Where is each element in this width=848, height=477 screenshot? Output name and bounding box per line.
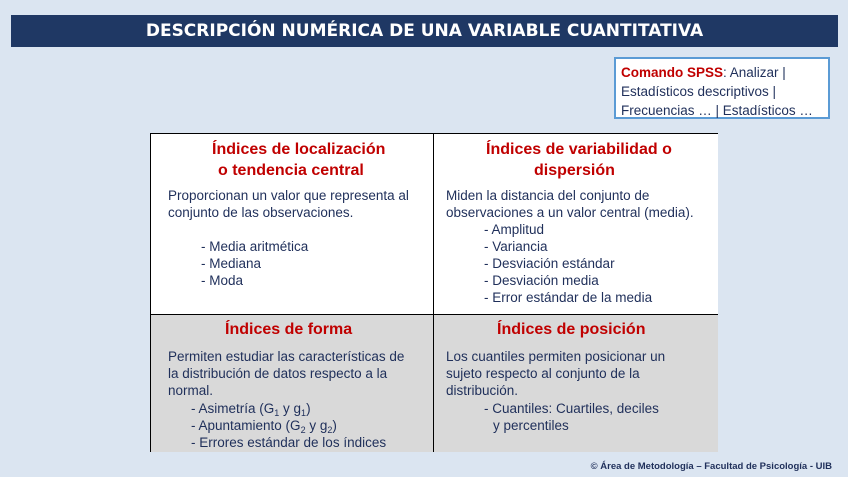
- spss-command-label: Comando SPSS: [621, 65, 724, 80]
- list-posicion: [484, 400, 659, 434]
- desc-posicion: Los cuantiles permiten posicionar un sujeto respecto al conjunto de la distribución.: [446, 349, 666, 398]
- heading-posicion: Índices de posición: [497, 321, 646, 338]
- list-item: - Moda: [201, 273, 244, 288]
- list-item: - Error estándar de la media: [484, 290, 653, 305]
- page-title: DESCRIPCIÓN NUMÉRICA DE UNA VARIABLE CUANTITATIVA: [11, 15, 838, 47]
- cell-variabilidad: [434, 134, 718, 315]
- list-item: - Desviación media: [484, 273, 599, 288]
- spss-line-1: Comando SPSS: Analizar |: [621, 65, 786, 80]
- list-variabilidad: [484, 221, 652, 306]
- list-item: - Apuntamiento ($G_2$ y $g_2$): [191, 418, 337, 435]
- list-localizacion: [201, 238, 308, 289]
- spss-command-box: [614, 57, 830, 119]
- list-item: - Media aritmética: [201, 239, 309, 254]
- spss-line-3: Frecuencias … | Estadísticos …: [621, 103, 813, 118]
- footer-copyright: © Área de Metodología – Facultad de Psicología - UIB: [590, 461, 832, 472]
- list-item: - Desviación estándar: [484, 256, 615, 271]
- list-item: y percentiles: [493, 418, 569, 433]
- desc-variabilidad: Miden la distancia del conjunto de observaciones a un valor central (media).: [446, 188, 694, 220]
- list-item: - Asimetría ($G_1$ y $g_1$): [191, 401, 311, 418]
- spss-line-2: Estadísticos descriptivos |: [621, 84, 777, 99]
- heading-localizacion: Índices de localización o tendencia central: [212, 141, 386, 179]
- list-item: - Mediana: [201, 256, 262, 271]
- heading-variabilidad: Índices de variabilidad o dispersión: [486, 141, 672, 179]
- heading-forma: Índices de forma: [225, 321, 353, 338]
- cell-posicion: [434, 315, 718, 452]
- desc-localizacion: Proporcionan un valor que representa al conjunto de las observaciones.: [168, 188, 409, 220]
- cell-localizacion: [151, 134, 434, 315]
- indices-table: [150, 133, 718, 452]
- list-item: - Errores estándar de los índices: [191, 435, 387, 450]
- list-forma: [191, 400, 386, 451]
- cell-forma: [151, 315, 434, 452]
- list-item: - Variancia: [484, 239, 548, 254]
- desc-forma: Permiten estudiar las características de la distribución de datos respecto a la normal.: [168, 349, 405, 398]
- list-item: - Amplitud: [484, 222, 545, 237]
- list-item: - Cuantiles: Cuartiles, deciles: [484, 401, 659, 416]
